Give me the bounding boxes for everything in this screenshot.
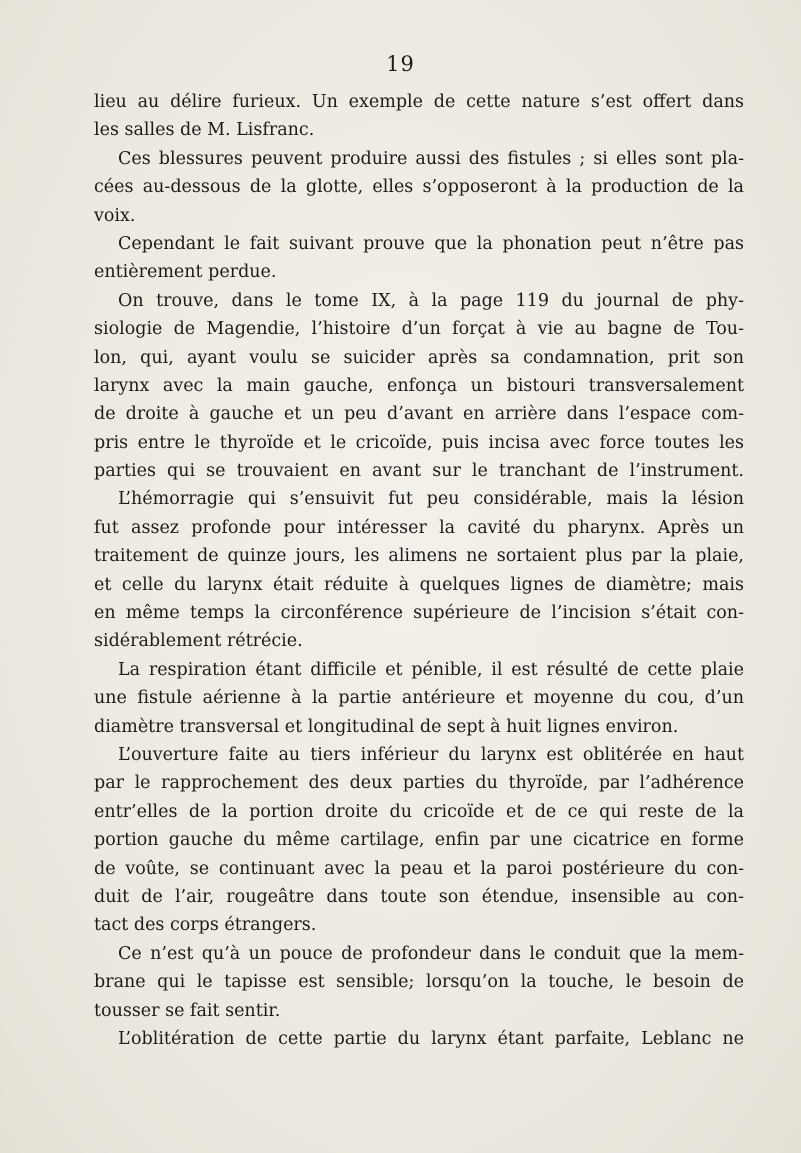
text-line: tact des corps étrangers. [94, 915, 317, 936]
text-line: et celle du larynx était réduite à quelques lignes de diamètre; mais [94, 574, 744, 595]
text-line: duit de l’air, rougeâtre dans toute son étendue, insensible au con- [94, 886, 744, 907]
text-line: cées au-dessous de la glotte, elles s’opposeront à la production de la [94, 177, 744, 198]
text-line: Cependant le fait suivant prouve que la phonation peut n’être pas [118, 233, 744, 254]
text-line: sidérablement rétrécie. [94, 631, 303, 652]
text-line: fut assez profonde pour intéresser la cavité du pharynx. Après un [94, 517, 744, 538]
text-line: traitement de quinze jours, les alimens ne sortaient plus par la plaie, [94, 546, 744, 567]
text-line: On trouve, dans le tome IX, à la page 119 du journal de phy- [118, 290, 744, 311]
text-line: en même temps la circonférence supérieure de l’incision s’était con- [94, 603, 744, 624]
text-line: L’oblitération de cette partie du larynx étant parfaite, Leblanc ne [118, 1028, 744, 1049]
text-line: lon, qui, ayant voulu se suicider après sa condamnation, prit son [94, 347, 744, 368]
text-line: portion gauche du même cartilage, enfin par une cicatrice en forme [94, 830, 744, 851]
text-line: tousser se fait sentir. [94, 1000, 281, 1021]
text-line: larynx avec la main gauche, enfonça un bistouri transversalement [94, 375, 744, 396]
text-line: entièrement perdue. [94, 262, 277, 283]
text-line: de voûte, se continuant avec la peau et la paroi postérieure du con- [94, 858, 744, 879]
text-line: lieu au délire furieux. Un exemple de cette nature s’est offert dans [94, 92, 744, 112]
text-line: brane qui le tapisse est sensible; lorsqu’on la touche, le besoin de [94, 972, 744, 993]
text-line: pris entre le thyroïde et le cricoïde, puis incisa avec force toutes les [94, 432, 744, 453]
text-line: de droite à gauche et un peu d’avant en arrière dans l’espace com- [94, 404, 744, 425]
text-line: siologie de Magendie, l’histoire d’un forçat à vie au bagne de Tou- [94, 319, 744, 340]
text-line: entr’elles de la portion droite du cricoïde et de ce qui reste de la [94, 801, 744, 822]
text-line: L’ouverture faite au tiers inférieur du larynx est oblitérée en haut [118, 744, 744, 765]
text-line: Ces blessures peuvent produire aussi des fistules ; si elles sont pla- [118, 148, 744, 169]
text-line: L’hémorragie qui s’ensuivit fut peu considérable, mais la lésion [118, 489, 744, 510]
body-text [94, 88, 744, 1053]
text-line: voix. [94, 205, 136, 226]
text-line: les salles de M. Lisfranc. [94, 120, 315, 141]
text-line: Ce n’est qu’à un pouce de profondeur dans le conduit que la mem- [118, 943, 744, 964]
text-line: une fistule aérienne à la partie antérieure et moyenne du cou, d’un [94, 688, 744, 709]
text-line: parties qui se trouvaient en avant sur le tranchant de l’instrument. [94, 461, 744, 482]
text-line: La respiration étant difficile et pénible, il est résulté de cette plaie [118, 659, 744, 680]
page-number: 19 [386, 52, 415, 76]
text-line: par le rapprochement des deux parties du thyroïde, par l’adhérence [94, 773, 744, 794]
text-line: diamètre transversal et longitudinal de sept à huit lignes environ. [94, 716, 679, 737]
